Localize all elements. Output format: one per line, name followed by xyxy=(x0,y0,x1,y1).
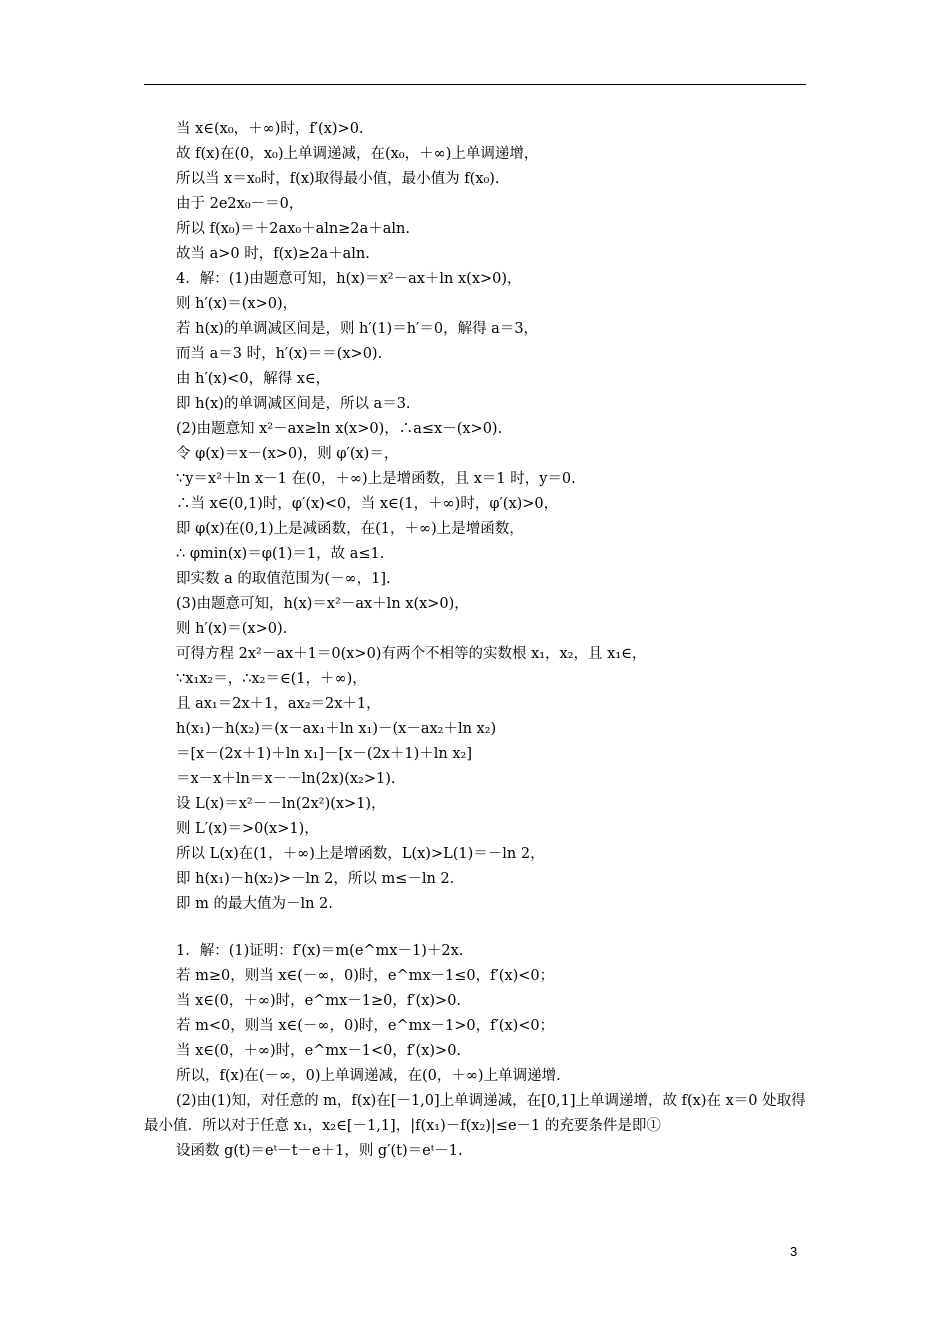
text-line: 则 L′(x)＝>0(x>1)， xyxy=(176,821,319,837)
text-line: 所以 f(x₀)＝＋2ax₀＋aln≥2a＋aln. xyxy=(176,221,411,237)
text-line: ∴ φmin(x)＝φ(1)＝1，故 a≤1. xyxy=(176,546,385,562)
text-line: 故当 a>0 时，f(x)≥2a＋aln. xyxy=(176,246,370,262)
header-rule xyxy=(144,84,806,85)
text-line: 当 x∈(0，＋∞)时，e^mx－1<0，f′(x)>0. xyxy=(176,1043,462,1059)
text-line: 设 L(x)＝x²－－ln(2x²)(x>1)， xyxy=(176,796,386,812)
text-line: 故 f(x)在(0，x₀)上单调递减，在(x₀，＋∞)上单调递增， xyxy=(176,146,539,162)
text-line: ＝x－x＋ln＝x－－ln(2x)(x₂>1). xyxy=(176,771,396,787)
document-body xyxy=(144,117,806,1164)
text-line: 即 h(x)的单调减区间是，所以 a＝3. xyxy=(176,396,411,412)
text-line: 令 φ(x)＝x－(x>0)，则 φ′(x)＝， xyxy=(176,446,399,462)
page-number: 3 xyxy=(790,1244,798,1259)
text-line: 即 m 的最大值为－ln 2. xyxy=(176,896,333,912)
text-line: ∴当 x∈(0,1)时，φ′(x)<0，当 x∈(1，＋∞)时，φ′(x)>0， xyxy=(176,496,559,512)
text-line: 则 h′(x)＝(x>0). xyxy=(176,621,288,637)
paragraph-2: (2)由(1)知，对任意的 m，f(x)在[－1,0]上单调递减，在[0,1]上单调递增，故 f(x)在 x＝0 处取得最小值．所以对于任意 x₁，x₂∈[－1,1]，|f(x₁)－f(x₂)|≤e－1 的充要条件是即① xyxy=(144,1093,806,1134)
text-line: 所以 L(x)在(1，＋∞)上是增函数，L(x)>L(1)＝－ln 2， xyxy=(176,846,545,862)
text-line: ∵x₁x₂＝，∴x₂＝∈(1，＋∞)， xyxy=(176,671,367,687)
text-line: (2)由题意知 x²－ax≥ln x(x>0)，∴a≤x－(x>0). xyxy=(176,421,503,437)
solution-part-b xyxy=(176,939,806,1089)
text-line: (3)由题意可知，h(x)＝x²－ax＋ln x(x>0)， xyxy=(176,596,469,612)
text-line: 由 h′(x)<0，解得 x∈， xyxy=(176,371,331,387)
text-line: ＝[x－(2x＋1)＋ln x₁]－[x－(2x＋1)＋ln x₂] xyxy=(176,746,473,762)
text-line: 若 m≥0，则当 x∈(－∞，0)时，e^mx－1≤0，f′(x)<0； xyxy=(176,968,555,984)
text-line: 即实数 a 的取值范围为(－∞，1]. xyxy=(176,571,391,587)
solution-part-a xyxy=(176,117,806,917)
text-line: 则 h′(x)＝(x>0)， xyxy=(176,296,298,312)
text-line: ∵y＝x²＋ln x－1 在(0，＋∞)上是增函数，且 x＝1 时，y＝0. xyxy=(176,471,576,487)
section-gap xyxy=(176,917,806,939)
text-line: 若 m<0，则当 x∈(－∞，0)时，e^mx－1>0，f′(x)<0； xyxy=(176,1018,555,1034)
text-line: 即 h(x₁)－h(x₂)>－ln 2，所以 m≤－ln 2. xyxy=(176,871,455,887)
text-line: h(x₁)－h(x₂)＝(x－ax₁＋ln x₁)－(x－ax₂＋ln x₂) xyxy=(176,721,497,737)
text-line: 可得方程 2x²－ax＋1＝0(x>0)有两个不相等的实数根 x₁，x₂，且 x₁∈， xyxy=(176,646,647,662)
text-line: 且 ax₁＝2x＋1，ax₂＝2x＋1， xyxy=(176,696,381,712)
text-line: 1．解：(1)证明：f′(x)＝m(e^mx－1)＋2x. xyxy=(176,943,464,959)
text-line: 当 x∈(0，＋∞)时，e^mx－1≥0，f′(x)>0. xyxy=(176,993,462,1009)
text-line: 即 φ(x)在(0,1)上是减函数，在(1，＋∞)上是增函数， xyxy=(176,521,524,537)
text-line: 所以，f(x)在(－∞，0)上单调递减，在(0，＋∞)上单调递增. xyxy=(176,1068,561,1084)
text-line: 若 h(x)的单调减区间是，则 h′(1)＝h′＝0，解得 a＝3， xyxy=(176,321,539,337)
text-line: 而当 a＝3 时，h′(x)＝＝(x>0). xyxy=(176,346,383,362)
text-line: 4．解：(1)由题意可知，h(x)＝x²－ax＋ln x(x>0)， xyxy=(176,271,522,287)
text-line: 所以当 x＝x₀时，f(x)取得最小值，最小值为 f(x₀). xyxy=(176,171,500,187)
text-line: 当 x∈(x₀，＋∞)时，f′(x)>0. xyxy=(176,121,364,137)
text-line-last: 设函数 g(t)＝eᵗ－t－e＋1，则 g′(t)＝eᵗ－1. xyxy=(176,1143,463,1159)
text-line: 由于 2e2x₀－＝0， xyxy=(176,196,304,212)
